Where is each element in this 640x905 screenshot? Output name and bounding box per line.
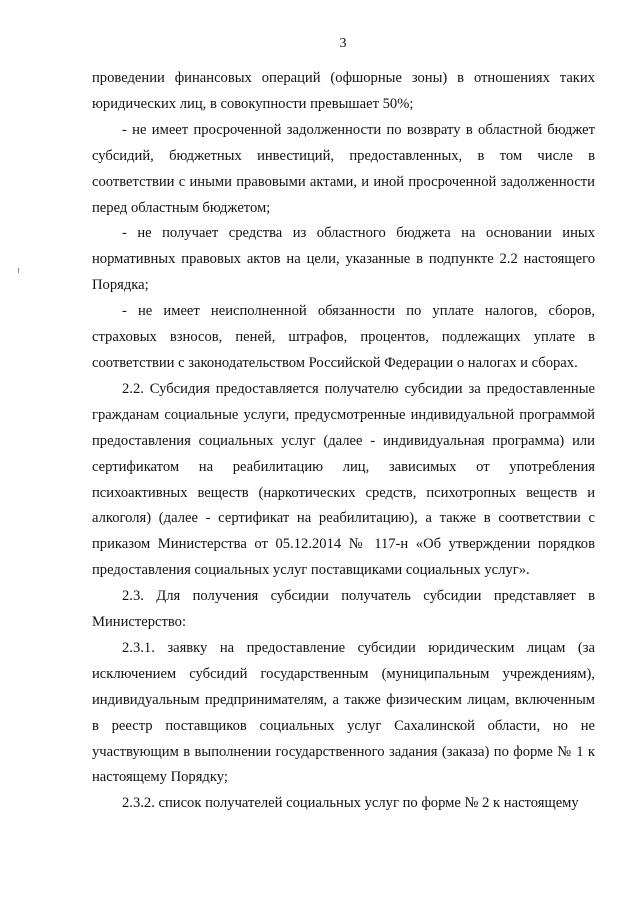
paragraph-no-overdue-debt: - не имеет просроченной задолженности по возврату в областной бюджет субсидий, бюджетных инвестиций, предоставленных, в том числе в соответствии с иными правовыми актами, и иной просроченной задолженности перед областным бюджетом; (92, 121, 595, 216)
paragraph-no-tax-obligations: - не имеет неисполненной обязанности по уплате налогов, сборов, страховых взносов, пеней, штрафов, процентов, подлежащих уплате в соответствии с законодательством Российской Федерации о налогах и сборах. (92, 303, 595, 371)
paragraph-section-2-3-1: 2.3.1. заявку на предоставление субсидии юридическим лицам (за исключением субсидий государственным (муниципальным учреждениям), индивидуальным предпринимателям, а также физическим лицам, включенным в реестр поставщиков социальных услуг Сахалинской области, но не участвующим в выполнении государственного задания (заказа) по форме № 1 к настоящему Порядку; (92, 639, 595, 786)
document-body (92, 66, 595, 817)
paragraph-section-2-3-2: 2.3.2. список получателей социальных услуг по форме № 2 к настоящему (122, 795, 579, 812)
paragraph-section-2-3: 2.3. Для получения субсидии получатель субсидии представляет в Министерство: (92, 588, 595, 631)
paragraph-offshore-continuation: проведении финансовых операций (офшорные зоны) в отношениях таких юридических лиц, в совокупности превышает 50%; (92, 70, 595, 112)
paragraph-section-2-2: 2.2. Субсидия предоставляется получателю субсидии за предоставленные гражданам социальные услуги, предусмотренные индивидуальной программой предоставления социальных услуг (далее - индивидуальная программа) или сертификатом на реабилитацию лиц, зависимых от употребления психоактивных веществ (наркотических средств, психотропных веществ и алкоголя) (далее - сертификат на реабилитацию), а также в соответствии с приказом Министерства от 05.12.2014 № 117-н «Об утверждении порядков предоставления социальных услуг поставщиками социальных услуг». (92, 380, 595, 579)
paragraph-no-other-funds: - не получает средства из областного бюджета на основании иных нормативных правовых актов на цели, указанные в подпункте 2.2 настоящего Порядка; (92, 225, 595, 294)
page-number: 3 (339, 36, 347, 51)
margin-mark (18, 268, 19, 273)
